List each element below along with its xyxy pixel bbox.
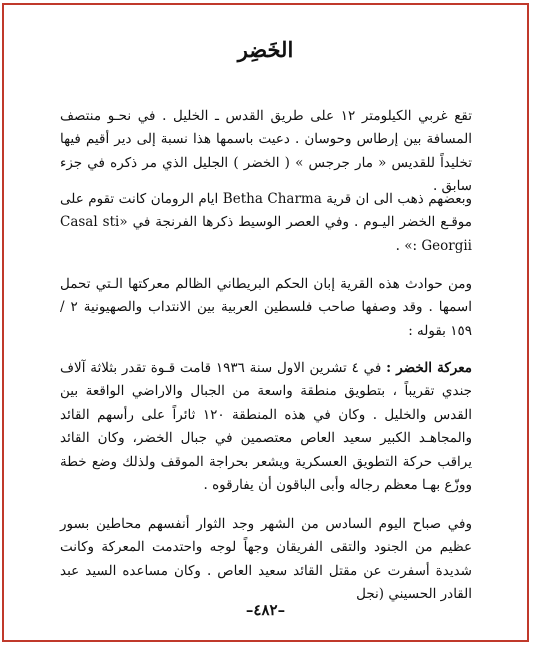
- paragraph-text: ومن حوادث هذه القرية إبان الحكم البريطاني الظالم معركتها الـتي تحمل اسمها . وقد وصفها صاحب فلسطين العربية بين الانتداب والصهيونية ٢ / ١٥٩ بقوله :: [60, 275, 472, 339]
- paragraph-text: في ٤ تشرين الاول سنة ١٩٣٦ قامت قـوة تقدر بثلاثة آلاف جندي تقريباً ، بتطويق منطقة واسعة من الجبال والاراضي الواقعة بين القدس والخليل . وكان في هذه المنطقة ١٢٠ ثائراً على رأسهم القائد والمجاهـد الكبير سعيد العاص معتصمين في جبال الخضر، وكان القائد يراقب حركة التطويق العسكرية ويشعر بحراجة الموقف ولذلك وضع خطة ووزّع بهـا معظم رجاله وأبى الباقون أن يفارقوه .: [60, 359, 472, 493]
- paragraph-intro: [60, 105, 472, 199]
- paragraph-battle: [60, 357, 472, 498]
- page-title: الخَضِر: [237, 37, 294, 62]
- paragraph-history: [60, 188, 472, 259]
- paragraph-morning: [60, 513, 472, 607]
- paragraph-text: وبعضهم ذهب الى ان قرية Betha Charma ايام الرومان كانت تقوم على موقـع الخضر اليـوم . وفي العصر الوسيط ذكرها الفرنجة في «Casal sti : Georgii» .: [60, 190, 472, 254]
- paragraph-events: [60, 273, 472, 344]
- battle-heading: معركة الخضر :: [386, 359, 472, 376]
- document-page: [2, 3, 529, 642]
- paragraph-text: وفي صباح اليوم السادس من الشهر وجد الثوار أنفسهم محاطين بسور عظيم من الجنود والتقى الفريقان وجهاً لوجه واحتدمت المعركة وكانت شديدة أسفرت عن مقتل القائد سعيد العاص . وكان مساعده السيد عبد القادر الحسيني (نجل: [60, 515, 472, 602]
- paragraph-text: تقع غربي الكيلومتر ١٢ على طريق القدس ـ الخليل . في نحـو منتصف المسافة بين إرطاس وحوسان . دعيت باسمها هذا نسبة إلى دير أقيم فيها تخليداً للقديس « مار جرجس » ( الخضر ) الجليل الذي مر ذكره في جزء سابق .: [60, 107, 472, 194]
- page-number: –٤٨٢–: [245, 601, 286, 619]
